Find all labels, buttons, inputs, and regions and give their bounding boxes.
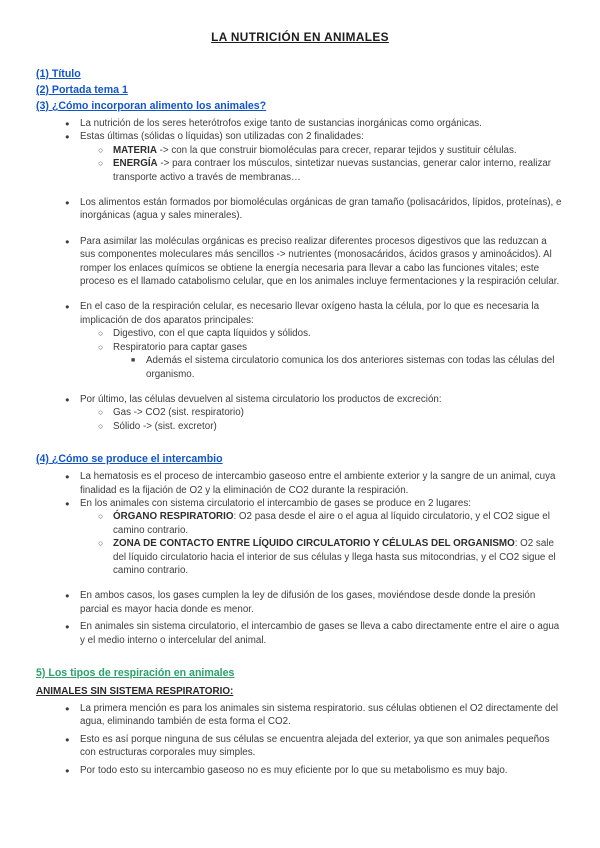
heading-4-como-se-produce-intercambio-text[interactable]: (4) ¿Cómo se produce el intercambio xyxy=(36,453,223,466)
heading-1-titulo-text[interactable]: (1) Título xyxy=(36,68,81,80)
list-item xyxy=(65,497,564,510)
list-item xyxy=(98,420,564,433)
bullet-icon: ○ xyxy=(98,407,104,418)
bullet-icon: ○ xyxy=(98,538,104,549)
bullet-icon: ○ xyxy=(98,328,104,339)
list-item-text: Gas -> CO2 (sist. respiratorio) xyxy=(113,407,244,419)
list-item-text: Por último, las células devuelven al sistema circulatorio los productos de excreción: xyxy=(80,393,442,405)
bullet-icon: ● xyxy=(65,498,70,508)
bullet-icon: ● xyxy=(65,302,70,312)
list-item-text: La primera mención es para los animales sin sistema respiratorio. sus células obtienen el O2 directamente del agua, eliminando también de esta forma el CO2. xyxy=(80,703,559,728)
list-item-text: ENERGÍA -> para contraer los músculos, sintetizar nuevas sustancias, generar calor interno, realizar transporte activo a través de membranas… xyxy=(113,158,552,183)
list-item xyxy=(65,235,564,289)
heading-2-portada-tema-1[interactable] xyxy=(36,82,564,98)
list-item-text: Estas últimas (sólidas o líquidas) son utilizadas con 2 finalidades: xyxy=(80,131,364,143)
list-item xyxy=(98,406,564,419)
list-item xyxy=(98,157,564,184)
heading-2-portada-tema-1-text[interactable]: (2) Portada tema 1 xyxy=(36,84,128,96)
list-item xyxy=(98,537,564,577)
bullet-icon: ○ xyxy=(98,158,104,169)
list-item xyxy=(65,620,564,647)
list-item xyxy=(65,470,564,497)
list-item-text: MATERIA -> con la que construir biomoléculas para crecer, reparar tejidos y sustituir células. xyxy=(113,144,517,156)
bullet-icon: ■ xyxy=(131,357,136,365)
list-item-text: ÓRGANO RESPIRATORIO: O2 pasa desde el aire o el agua al líquido circulatorio, y el CO2 sigue el camino contrario. xyxy=(113,511,550,536)
list-item-text: La nutrición de los seres heterótrofos exige tanto de sustancias inorgánicas como orgánicas. xyxy=(80,118,482,129)
bullet-icon: ○ xyxy=(98,511,104,522)
bullet-icon: ○ xyxy=(98,341,104,352)
list-item xyxy=(65,117,564,130)
heading-5-tipos-de-respiracion-text[interactable]: 5) Los tipos de respiración en animales xyxy=(36,667,235,679)
bullet-icon: ● xyxy=(65,765,70,775)
bullet-icon: ● xyxy=(65,236,70,246)
heading-1-titulo[interactable] xyxy=(36,66,564,82)
list-item xyxy=(98,341,564,354)
list-item-text: Digestivo, con el que capta líquidos y sólidos. xyxy=(113,328,311,340)
bullet-icon: ○ xyxy=(98,420,104,431)
list-item-text: ZONA DE CONTACTO ENTRE LÍQUIDO CIRCULATORIO Y CÉLULAS DEL ORGANISMO: O2 sale del líquido circulatorio hacia el interior de sus células y llega hasta sus mitocondrias, y el CO2 sigue el camino contrario. xyxy=(113,538,556,576)
subheading-animales-sin-sistema-respiratorio xyxy=(36,684,564,699)
heading-5-tipos-de-respiracion[interactable] xyxy=(36,665,564,681)
bullet-icon: ● xyxy=(65,591,70,601)
list-item-text: En animales sin sistema circulatorio, el intercambio de gases se lleva a cabo directamente entre el aire o agua y el medio interno o intercelular del animal. xyxy=(80,621,560,646)
list-item-text: Los alimentos están formados por biomoléculas orgánicas de gran tamaño (polisacáridos, lípidos, proteínas), e inorgánicas (agua y sales minerales). xyxy=(80,197,562,222)
bullet-icon: ● xyxy=(65,704,70,713)
document-title: LA NUTRICIÓN EN ANIMALES xyxy=(211,30,389,44)
bullet-icon: ● xyxy=(65,132,70,142)
heading-3-como-incorporan-alimento-text[interactable]: (3) ¿Cómo incorporan alimento los animales? xyxy=(36,100,267,112)
list-item-text: Además el sistema circulatorio comunica los dos anteriores sistemas con todas las células del organismo. xyxy=(146,355,555,380)
list-item xyxy=(98,144,564,157)
list-item-text: Para asimilar las moléculas orgánicas es preciso realizar diferentes procesos digestivos que las reduzcan a sus componentes moleculares más sencillos -> nutrientes (monosacáridos, ácidos grasos y aminoácidos). Al romper los enlaces químicos se obtiene la energía necesaria para llevar a cabo las funciones vitales; este proceso es el llamado catabolismo celular, que en los animales incluye fermentaciones y la respiración celular. xyxy=(80,235,560,288)
list-item-text: En el caso de la respiración celular, es necesario llevar oxígeno hasta la célula, por lo que es necesaria la implicación de dos aparatos principales: xyxy=(80,301,540,326)
bullet-icon: ● xyxy=(65,119,70,128)
list-item xyxy=(65,130,564,143)
heading-4-como-se-produce-intercambio[interactable] xyxy=(36,451,564,467)
bullet-icon: ● xyxy=(65,198,70,208)
bullet-icon: ● xyxy=(65,734,70,744)
heading-3-como-incorporan-alimento[interactable] xyxy=(36,98,564,114)
list-item-text: En ambos casos, los gases cumplen la ley de difusión de los gases, moviéndose desde donde la presión parcial es mayor hacia donde es menor. xyxy=(80,590,536,615)
list-item xyxy=(65,733,564,760)
list-item xyxy=(131,354,564,381)
list-item xyxy=(65,589,564,616)
document-content xyxy=(36,66,564,777)
bullet-icon: ● xyxy=(65,394,70,404)
list-item xyxy=(65,393,564,406)
list-item xyxy=(98,327,564,340)
bullet-icon: ○ xyxy=(98,144,104,155)
list-item-text: Respiratorio para captar gases xyxy=(113,341,247,353)
list-item xyxy=(65,196,564,223)
list-item-text: En los animales con sistema circulatorio el intercambio de gases se produce en 2 lugares: xyxy=(80,497,471,509)
list-item-text: Sólido -> (sist. excretor) xyxy=(113,420,217,432)
list-item-text: La hematosis es el proceso de intercambio gaseoso entre el ambiente exterior y la sangre de un animal, cuya finalidad es la fijación de O2 y la eliminación de CO2 durante la respiración. xyxy=(80,471,556,496)
list-item xyxy=(98,510,564,537)
subheading-animales-sin-sistema-respiratorio-text: ANIMALES SIN SISTEMA RESPIRATORIO: xyxy=(36,686,234,697)
list-item-text: Por todo esto su intercambio gaseoso no es muy eficiente por lo que su metabolismo es muy bajo. xyxy=(80,764,508,776)
list-item xyxy=(65,764,564,777)
bullet-icon: ● xyxy=(65,472,70,482)
bullet-icon: ● xyxy=(65,622,70,632)
list-item-text: Esto es así porque ninguna de sus células se encuentra alejada del exterior, ya que son animales pequeños con estructuras corporales muy simples. xyxy=(80,733,550,759)
list-item xyxy=(65,702,564,729)
list-item xyxy=(65,300,564,327)
